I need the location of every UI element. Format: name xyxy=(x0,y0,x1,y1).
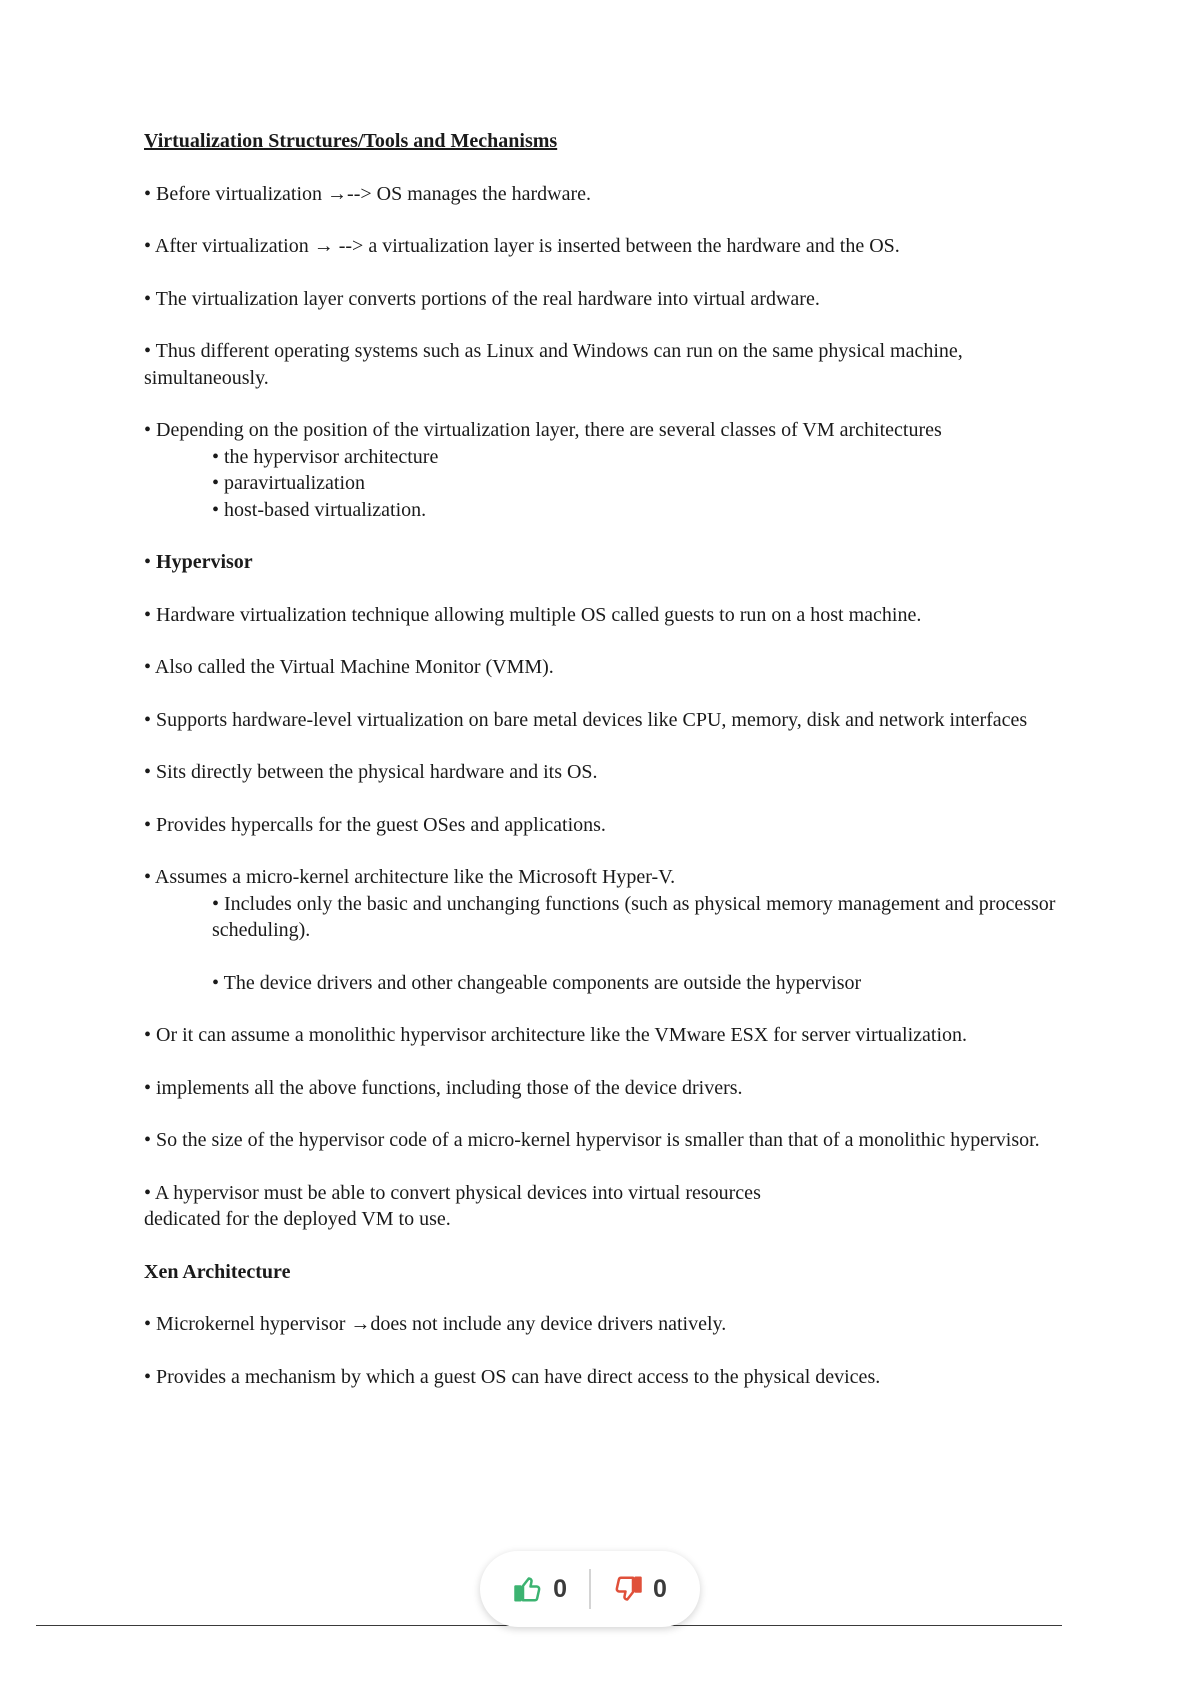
paragraph: • implements all the above functions, including those of the device drivers. xyxy=(144,1076,743,1099)
paragraph xyxy=(144,1180,1064,1233)
paragraph: • So the size of the hypervisor code of a micro-kernel hypervisor is smaller than that of a monolithic hypervisor. xyxy=(144,1129,1040,1151)
paragraph: • Supports hardware-level virtualization on bare metal devices like CPU, memory, disk and network interfaces xyxy=(144,708,1028,731)
paragraph: • Provides a mechanism by which a guest OS can have direct access to the physical devices. xyxy=(144,1365,881,1388)
bullet: • xyxy=(144,551,157,573)
paragraph: • Or it can assume a monolithic hypervisor architecture like the VMware ESX for server virtualization. xyxy=(144,1024,968,1046)
xen-heading: Xen Architecture xyxy=(144,1260,291,1283)
paragraph: • Sits directly between the physical hardware and its OS. xyxy=(144,761,598,783)
paragraph-line: • A hypervisor must be able to convert physical devices into virtual resources xyxy=(144,1181,761,1204)
dislike-button[interactable] xyxy=(613,1574,667,1604)
dislike-count: 0 xyxy=(653,1574,667,1603)
paragraph: • Depending on the position of the virtualization layer, there are several classes of VM architectures xyxy=(144,419,942,441)
paragraph: • The virtualization layer converts portions of the real hardware into virtual ardware. xyxy=(144,287,820,310)
thumbs-up-icon xyxy=(513,1574,543,1604)
list-item: • host-based virtualization. xyxy=(212,498,427,521)
sub-paragraph: • Includes only the basic and unchanging functions (such as physical memory management and processor scheduling). xyxy=(212,892,1056,941)
rating-divider xyxy=(589,1569,591,1609)
like-button[interactable] xyxy=(513,1574,567,1604)
thumbs-down-icon xyxy=(613,1574,643,1604)
paragraph: • Provides hypercalls for the guest OSes and applications. xyxy=(144,813,606,836)
vm-architecture-list xyxy=(212,444,1064,524)
document-page xyxy=(144,128,1064,1416)
paragraph: • Hardware virtualization technique allowing multiple OS called guests to run on a host machine. xyxy=(144,603,922,626)
sub-paragraph: • The device drivers and other changeable components are outside the hypervisor xyxy=(212,971,862,994)
paragraph: • Microkernel hypervisor →does not include any device drivers natively. xyxy=(144,1313,727,1335)
document-title: Virtualization Structures/Tools and Mechanisms xyxy=(144,130,558,152)
paragraph: • Assumes a micro-kernel architecture like the Microsoft Hyper-V. xyxy=(144,866,676,888)
paragraph-line: dedicated for the deployed VM to use. xyxy=(144,1208,451,1230)
paragraph: • Thus different operating systems such as Linux and Windows can run on the same physical machine, simultaneously. xyxy=(144,340,963,389)
hypervisor-heading-text: Hypervisor xyxy=(156,551,253,573)
paragraph: • Also called the Virtual Machine Monitor (VMM). xyxy=(144,656,554,678)
paragraph: • After virtualization → --> a virtualization layer is inserted between the hardware and the OS. xyxy=(144,235,900,257)
list-item: • paravirtualization xyxy=(212,472,366,494)
list-item: • the hypervisor architecture xyxy=(212,445,439,468)
like-count: 0 xyxy=(553,1574,567,1603)
hypervisor-heading xyxy=(144,549,1064,576)
rating-widget xyxy=(480,1551,700,1627)
paragraph: • Before virtualization →--> OS manages the hardware. xyxy=(144,182,592,205)
